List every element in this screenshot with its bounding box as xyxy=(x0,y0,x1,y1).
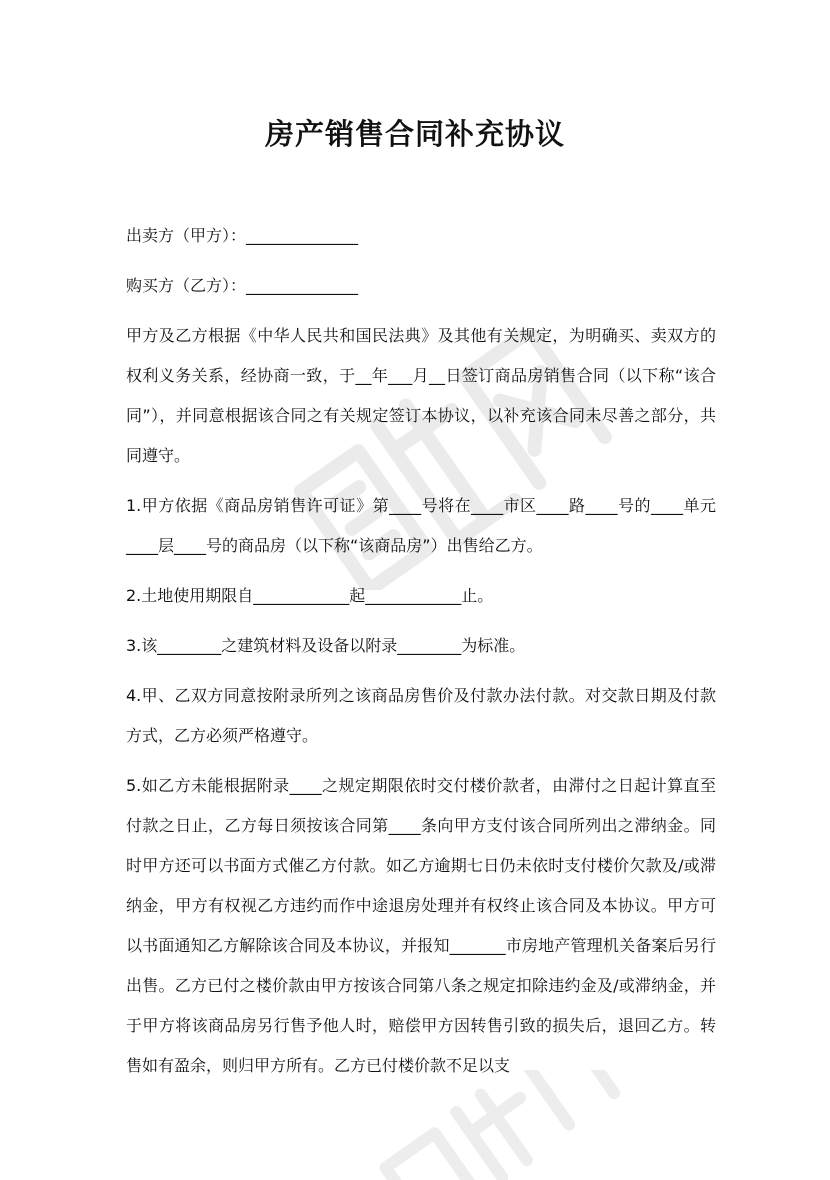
clause-1: 1.甲方依据《商品房销售许可证》第____号将在____市区____路____号的____单元____层____号的商品房（以下称“该商品房”）出售给乙方。 xyxy=(126,496,716,555)
clause-2: 2.土地使用期限自____________起____________止。 xyxy=(126,586,494,605)
document-title: 房产销售合同补充协议 xyxy=(264,117,565,151)
clause-4: 4.甲、乙双方同意按附录所列之该商品房售价及付款办法付款。对交款日期及付款方式，乙方必须严格遵守。 xyxy=(126,686,716,745)
seller-line: 出卖方（甲方）：______________ xyxy=(126,226,359,245)
clause-5: 5.如乙方未能根据附录____之规定期限依时交付楼价款者，由滞付之日起计算直至付款之日止，乙方每日须按该合同第____条向甲方支付该合同所列出之滞纳金。同时甲方还可以书面方式催乙方付款。如乙方逾期七日仍未依时支付楼价欠款及/或滞纳金，甲方有权视乙方违约而作中途退房处理并有权终止该合同及本协议。甲方可以书面通知乙方解除该合同及本协议，并报知_______市房地产管理机关备案后另行出售。乙方已付之楼价款由甲方按该合同第八条之规定扣除违约金及/或滞纳金，并于甲方将该商品房另行售予他人时，赔偿甲方因转售引致的损失后，退回乙方。转售如有盈余，则归甲方所有。乙方已付楼价款不足以支 xyxy=(126,776,716,1075)
buyer-line: 购买方（乙方）：______________ xyxy=(126,276,359,295)
document-body xyxy=(126,216,716,1096)
clause-3: 3.该________之建筑材料及设备以附录________为标准。 xyxy=(126,636,526,655)
intro-paragraph: 甲方及乙方根据《中华人民共和国民法典》及其他有关规定，为明确买、卖双方的权利义务关系，经协商一致，于__年___月__日签订商品房销售合同（以下称“该合同”），并同意根据该合同之有关规定签订本协议，以补充该合同未尽善之部分，共同遵守。 xyxy=(126,326,716,465)
